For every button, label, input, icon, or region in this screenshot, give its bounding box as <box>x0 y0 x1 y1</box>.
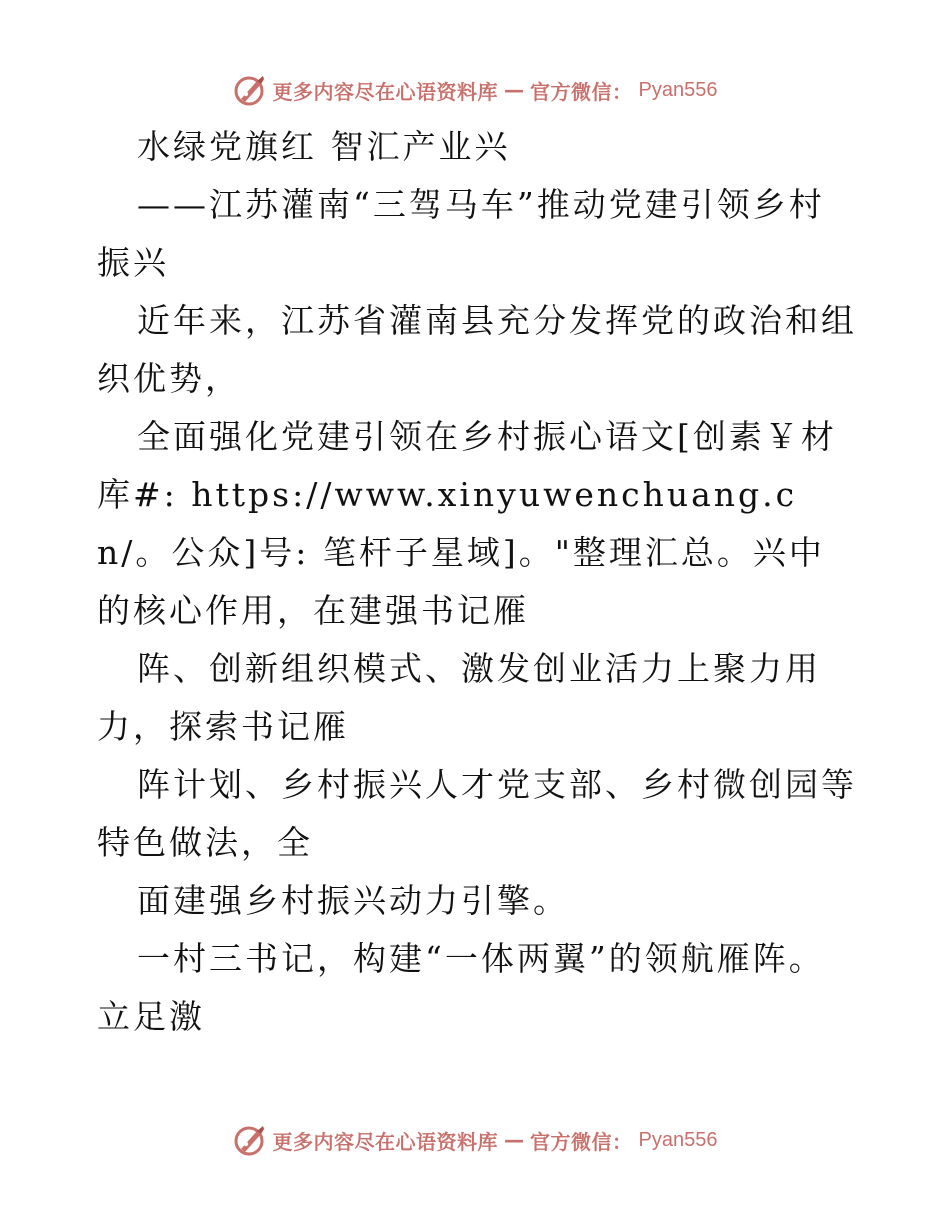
pen-logo-icon <box>233 1123 267 1157</box>
paragraph: 一村三书记，构建“一体两翼”的领航雁阵。立足激 <box>97 939 825 1036</box>
paragraph: 近年来，江苏省灌南县充分发挥党的政治和组织优势， <box>97 301 857 398</box>
watermark-official: 官方微信： <box>530 1129 633 1154</box>
paragraph: 全面强化党建引领在乡村振心语文[创素￥材库#: https://www.xinyuwenchuang.cn/。公众]号: 笔杆子星域]。"整理汇总。兴中的核心作用，在建强书记雁 <box>97 417 837 630</box>
paragraph: 面建强乡村振兴动力引擎。 <box>137 881 569 920</box>
paragraph: 阵、创新组织模式、激发创业活力上聚力用力，探索书记雁 <box>97 649 821 746</box>
document-body <box>97 118 857 1046</box>
paragraph: 阵计划、乡村振兴人才党支部、乡村微创园等特色做法，全 <box>97 765 857 862</box>
watermark-separator: — <box>504 1128 525 1152</box>
watermark-separator: — <box>504 78 525 102</box>
watermark-handle: Pyan556 <box>638 1128 718 1151</box>
watermark-footer <box>0 1122 950 1158</box>
watermark-prefix: 更多内容尽在心语资料库 <box>272 79 499 104</box>
document-subtitle: ——江苏灌南“三驾马车”推动党建引领乡村振兴 <box>97 185 825 282</box>
watermark-header <box>0 72 950 108</box>
document-title: 水绿党旗红 智汇产业兴 <box>137 127 511 166</box>
watermark-handle: Pyan556 <box>638 78 718 101</box>
watermark-prefix: 更多内容尽在心语资料库 <box>272 1129 499 1154</box>
pen-logo-icon <box>233 73 267 107</box>
watermark-official: 官方微信： <box>530 79 633 104</box>
